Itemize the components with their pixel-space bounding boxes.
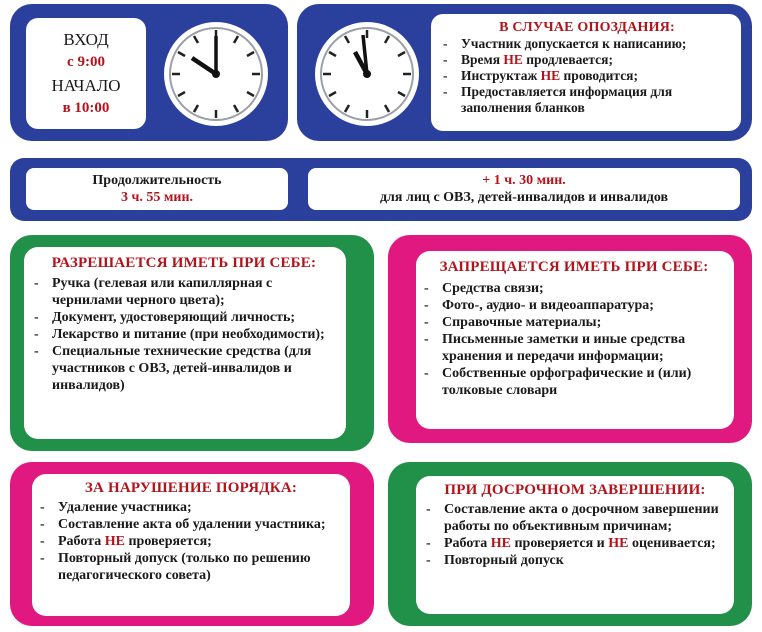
- forbidden-title: ЗАПРЕЩАЕТСЯ ИМЕТЬ ПРИ СЕБЕ:: [439, 259, 709, 275]
- list-item: - Инструктаж НЕ проводится;: [439, 68, 735, 84]
- start-label: НАЧАЛО: [51, 76, 121, 95]
- clock-icon: [160, 20, 272, 128]
- list-item: - Удаление участника;: [36, 499, 346, 516]
- allowed-title: РАЗРЕШАЕТСЯ ИМЕТЬ ПРИ СЕБЕ:: [51, 255, 317, 271]
- forbidden-block: [388, 235, 752, 443]
- list-item: - Фото-, аудио- и видеоаппаратура;: [420, 297, 728, 314]
- duration-panel: [26, 168, 288, 210]
- duration-extra-value: + 1 ч. 30 мин.: [482, 173, 566, 188]
- violation-title: ЗА НАРУШЕНИЕ ПОРЯДКА:: [84, 480, 298, 496]
- list-item: - Составление акта о досрочном завершении работы по объективным причинам;: [422, 501, 728, 535]
- early-panel: [416, 476, 734, 614]
- list-item: - Специальные технические средства (для участников с ОВЗ, детей-инвалидов и инвалидов): [30, 343, 338, 394]
- forbidden-list: [420, 280, 728, 399]
- list-item: - Письменные заметки и иные средства хранения и передачи информации;: [420, 331, 728, 365]
- entry-block: [10, 4, 288, 141]
- list-item: - Составление акта об удалении участника;: [36, 516, 346, 533]
- violation-list: [36, 499, 346, 584]
- list-item: - Повторный допуск (только по решению педагогического совета): [36, 550, 346, 584]
- late-panel: [431, 14, 741, 131]
- late-block: [297, 4, 752, 141]
- allowed-block: [10, 235, 374, 451]
- entry-time: с 9:00: [67, 54, 105, 70]
- duration-label: Продолжительность: [92, 173, 222, 188]
- list-item: - Средства связи;: [420, 280, 728, 297]
- list-item: - Лекарство и питание (при необходимости);: [30, 326, 338, 343]
- list-item: - Участник допускается к написанию;: [439, 36, 735, 52]
- list-item: - Работа НЕ проверяется и НЕ оценивается;: [422, 535, 728, 552]
- violation-block: [10, 462, 374, 626]
- duration-extra-panel: [308, 168, 740, 210]
- list-item: - Предоставляется информация для заполнения бланков: [439, 84, 735, 116]
- list-item: - Собственные орфографические и (или) толковые словари: [420, 365, 728, 399]
- entry-panel: [26, 18, 146, 129]
- violation-panel: [32, 474, 350, 616]
- list-item: - Работа НЕ проверяется;: [36, 533, 346, 550]
- duration-value: 3 ч. 55 мин.: [120, 190, 194, 205]
- list-item: - Ручка (гелевая или капиллярная с чернилами черного цвета);: [30, 275, 338, 309]
- forbidden-panel: [416, 251, 734, 429]
- entry-label: ВХОД: [63, 30, 109, 49]
- list-item: - Повторный допуск: [422, 552, 728, 569]
- duration-extra-label: для лиц с ОВЗ, детей-инвалидов и инвалидов: [379, 190, 669, 205]
- duration-block: [10, 158, 752, 221]
- allowed-list: [30, 275, 338, 394]
- early-list: [422, 501, 728, 569]
- late-list: [439, 36, 735, 116]
- list-item: - Документ, удостоверяющий личность;: [30, 309, 338, 326]
- early-title: ПРИ ДОСРОЧНОМ ЗАВЕРШЕНИИ:: [444, 482, 706, 498]
- late-title: В СЛУЧАЕ ОПОЗДАНИЯ:: [499, 20, 675, 35]
- start-time: в 10:00: [62, 100, 110, 116]
- early-block: [388, 462, 752, 626]
- clock-icon: [311, 20, 423, 128]
- list-item: - Справочные материалы;: [420, 314, 728, 331]
- allowed-panel: [24, 247, 346, 439]
- list-item: - Время НЕ продлевается;: [439, 52, 735, 68]
